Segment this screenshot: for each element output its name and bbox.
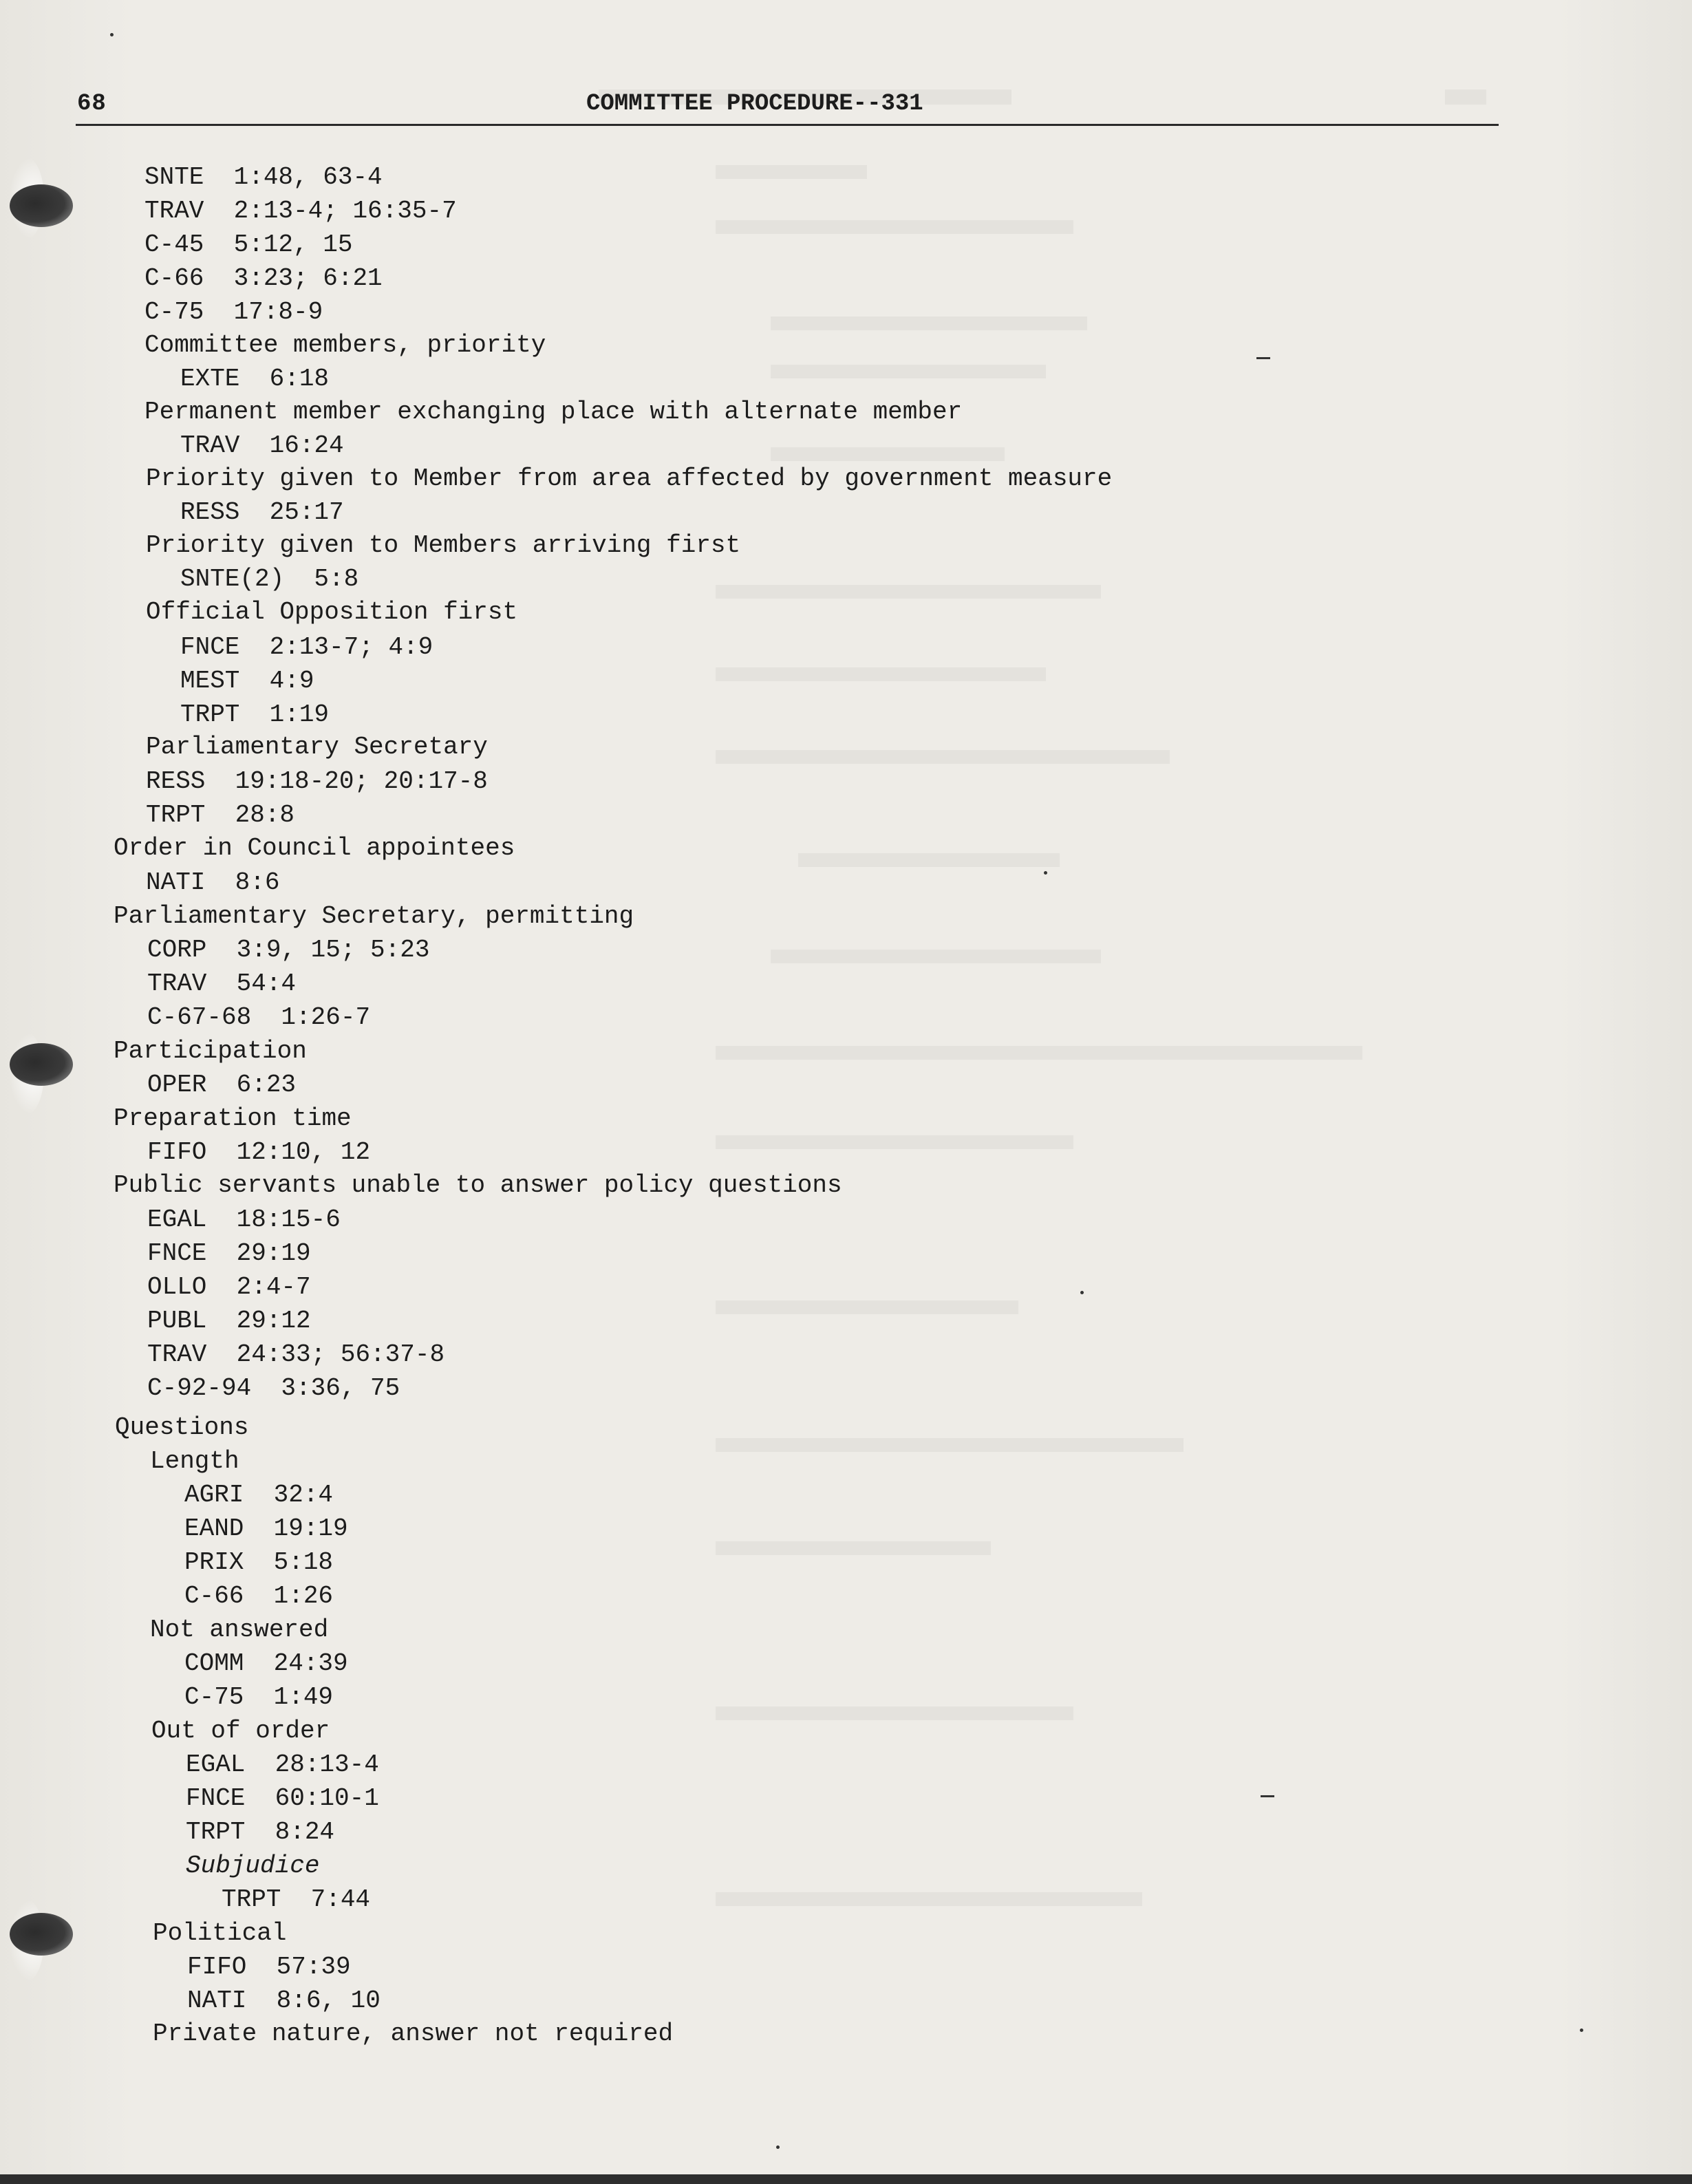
- index-subheading: Priority given to Members arriving first: [146, 531, 741, 559]
- index-reference: TRPT 1:19: [180, 700, 330, 729]
- index-reference: PUBL 29:12: [147, 1307, 311, 1335]
- index-subheading: Political: [153, 1919, 287, 1947]
- index-subheading: Permanent member exchanging place with alternate member: [144, 398, 963, 426]
- index-reference: AGRI 32:4: [184, 1481, 334, 1509]
- stray-mark: [1261, 1795, 1274, 1797]
- index-reference: NATI 8:6: [146, 868, 280, 897]
- stray-mark: [1580, 2028, 1583, 2032]
- index-reference: TRPT 8:24: [186, 1818, 335, 1846]
- index-subheading: Official Opposition first: [146, 598, 518, 626]
- index-reference: RESS 25:17: [180, 498, 344, 526]
- index-reference: FNCE 2:13-7; 4:9: [180, 633, 433, 661]
- stray-mark: [1044, 871, 1047, 875]
- index-subheading: Parliamentary Secretary: [146, 733, 488, 761]
- index-reference: TRPT 28:8: [146, 801, 295, 829]
- index-heading: Public servants unable to answer policy questions: [114, 1171, 842, 1199]
- index-reference: EAND 19:19: [184, 1514, 348, 1543]
- index-reference: C-75 1:49: [184, 1683, 334, 1711]
- index-reference: OPER 6:23: [147, 1071, 297, 1099]
- index-reference: NATI 8:6, 10: [187, 1987, 381, 2015]
- index-reference: PRIX 5:18: [184, 1548, 334, 1576]
- index-reference: CORP 3:9, 15; 5:23: [147, 936, 430, 964]
- index-heading: Parliamentary Secretary, permitting: [114, 902, 634, 930]
- index-heading: Participation: [114, 1037, 307, 1065]
- index-reference: TRPT 7:44: [222, 1885, 371, 1914]
- punched-hole: [10, 1913, 73, 1956]
- index-reference: C-75 17:8-9: [144, 298, 323, 326]
- index-subheading: Committee members, priority: [144, 331, 546, 359]
- show-through-text: [578, 76, 1541, 2071]
- index-reference: FNCE 60:10-1: [186, 1784, 379, 1812]
- index-subheading: Not answered: [150, 1616, 329, 1644]
- index-heading: Order in Council appointees: [114, 834, 515, 862]
- index-reference: SNTE 1:48, 63-4: [144, 163, 383, 191]
- index-reference: C-67-68 1:26-7: [147, 1003, 371, 1031]
- index-reference: C-92-94 3:36, 75: [147, 1374, 400, 1402]
- index-subheading: Priority given to Member from area affected by government measure: [146, 464, 1113, 493]
- index-reference: COMM 24:39: [184, 1649, 348, 1678]
- running-head: COMMITTEE PROCEDURE--331: [586, 91, 923, 117]
- stray-mark: [110, 33, 114, 36]
- index-reference: SNTE(2) 5:8: [180, 565, 359, 593]
- index-reference: EGAL 18:15-6: [147, 1206, 341, 1234]
- index-subheading: Length: [150, 1447, 239, 1475]
- punched-hole: [10, 184, 73, 227]
- index-reference: EGAL 28:13-4: [186, 1751, 379, 1779]
- index-subheading: Private nature, answer not required: [153, 2020, 674, 2048]
- page-number: 68: [77, 91, 107, 117]
- index-reference: MEST 4:9: [180, 667, 314, 695]
- index-reference: TRAV 54:4: [147, 970, 297, 998]
- index-subheading: Out of order: [151, 1717, 330, 1745]
- stray-mark: [1080, 1291, 1084, 1294]
- stray-mark: [1256, 357, 1270, 359]
- index-reference: FIFO 57:39: [187, 1953, 351, 1981]
- index-reference: FNCE 29:19: [147, 1239, 311, 1267]
- index-heading: Preparation time: [114, 1104, 352, 1133]
- index-reference: TRAV 16:24: [180, 431, 344, 460]
- index-reference: RESS 19:18-20; 20:17-8: [146, 767, 488, 795]
- stray-mark: [776, 2145, 780, 2149]
- index-reference: C-66 3:23; 6:21: [144, 264, 383, 292]
- index-reference: FIFO 12:10, 12: [147, 1138, 371, 1166]
- index-reference: C-66 1:26: [184, 1582, 334, 1610]
- index-reference: TRAV 2:13-4; 16:35-7: [144, 197, 457, 225]
- punched-hole: [10, 1043, 73, 1086]
- index-reference: TRAV 24:33; 56:37-8: [147, 1340, 445, 1369]
- index-subheading: Subjudice: [186, 1852, 320, 1880]
- index-reference: OLLO 2:4-7: [147, 1273, 311, 1301]
- header-rule: [76, 124, 1499, 126]
- index-reference: EXTE 6:18: [180, 365, 330, 393]
- scan-edge: [0, 2174, 1692, 2184]
- index-reference: C-45 5:12, 15: [144, 231, 353, 259]
- index-heading: Questions: [115, 1413, 249, 1442]
